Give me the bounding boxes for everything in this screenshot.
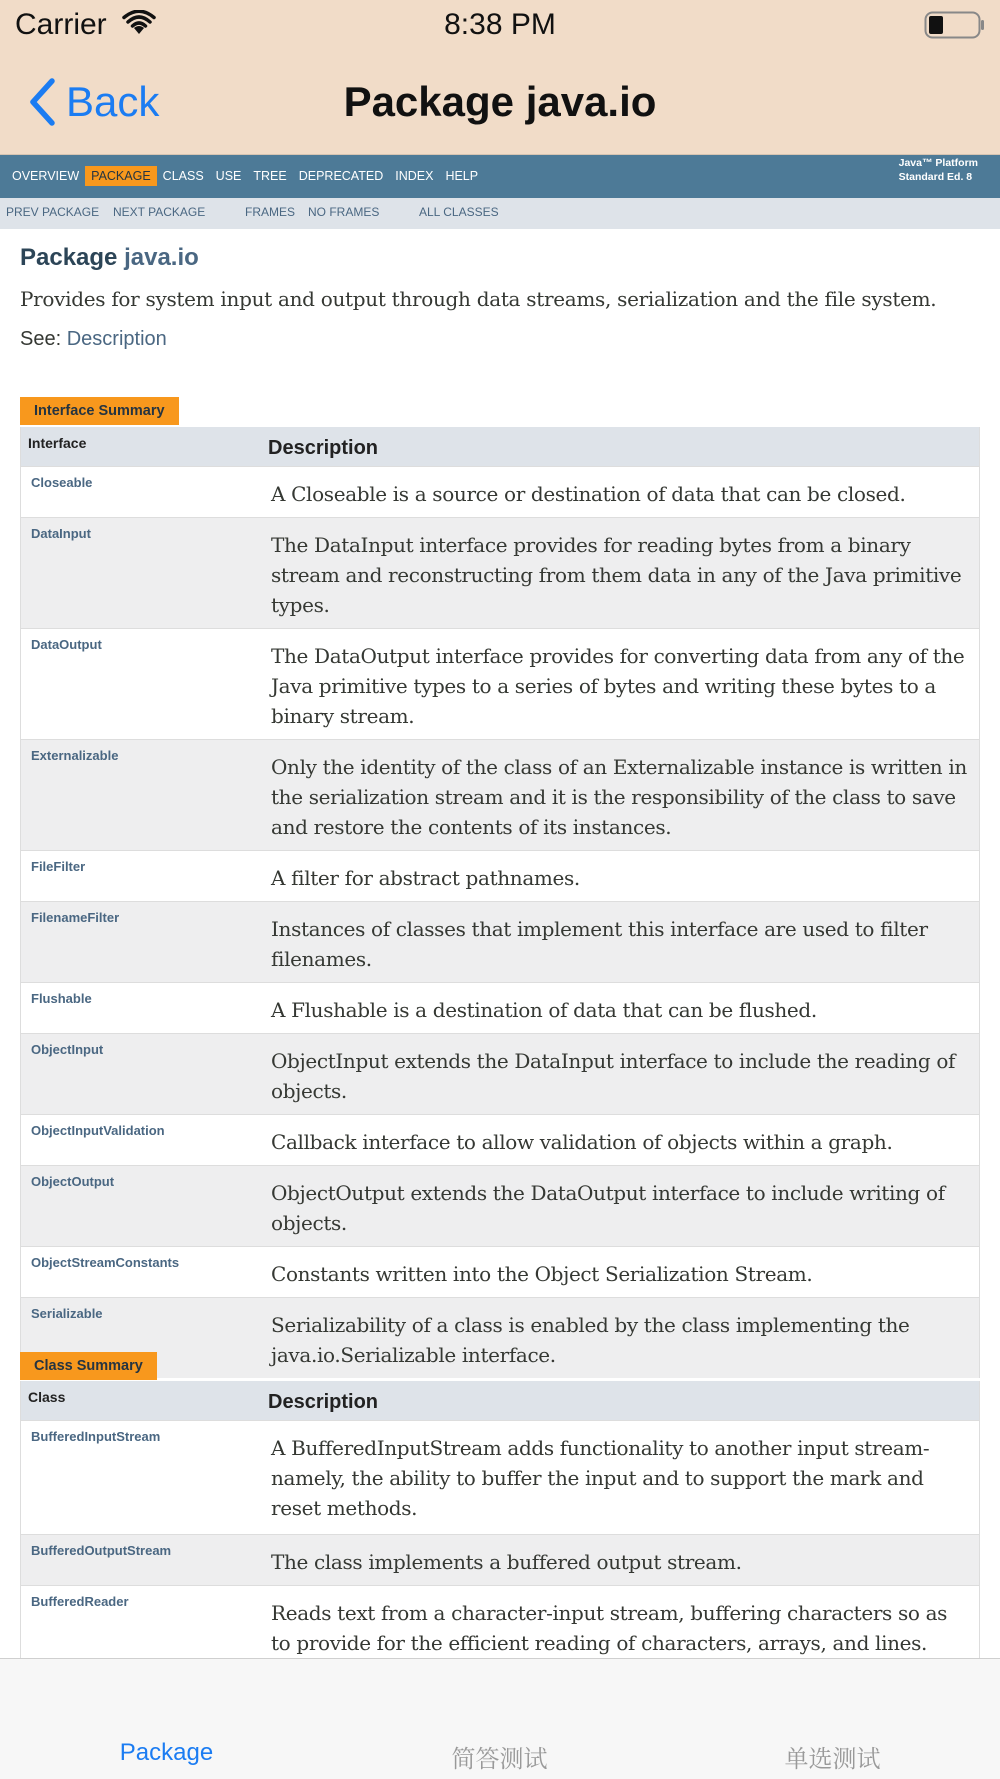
page-title: Package java.io — [343, 78, 657, 125]
tab-bar — [0, 1658, 1000, 1779]
interface-summary-table — [20, 427, 980, 1378]
type-description: A filter for abstract pathnames. — [271, 866, 580, 890]
interface-summary-caption: Interface Summary — [20, 397, 179, 425]
table-row — [21, 1420, 979, 1534]
status-bar — [0, 0, 1000, 50]
package-description: Provides for system input and output through data streams, serialization and the file system. — [20, 287, 937, 311]
type-description: ObjectOutput extends the DataOutput interface to include writing of objects. — [271, 1181, 945, 1235]
carrier-label: Carrier — [15, 8, 107, 41]
all-classes-link[interactable]: ALL CLASSES — [419, 205, 499, 219]
table-row — [21, 1033, 979, 1114]
type-name-link[interactable]: Closeable — [31, 475, 93, 490]
package-heading-prefix: Package — [20, 244, 118, 271]
type-name-link[interactable]: BufferedReader — [31, 1594, 129, 1609]
top-nav-index-link[interactable]: INDEX — [395, 169, 434, 183]
column-header-description: Description — [268, 1391, 379, 1413]
type-description: A BufferedInputStream adds functionality to another input stream-namely, the ability to buffer the input and to support the mark and reset methods. — [271, 1436, 930, 1520]
table-row — [21, 739, 979, 850]
top-nav-tree-link[interactable]: TREE — [253, 169, 287, 183]
no-frames-link[interactable]: NO FRAMES — [308, 205, 380, 219]
top-nav-deprecated-link[interactable]: DEPRECATED — [298, 169, 384, 183]
type-name-link[interactable]: BufferedInputStream — [31, 1429, 161, 1444]
platform-label — [899, 156, 978, 184]
type-name-link[interactable]: ObjectInput — [31, 1042, 104, 1057]
type-name-link[interactable]: Externalizable — [31, 748, 119, 763]
top-nav-use-link[interactable]: USE — [215, 169, 242, 183]
package-heading-name: java.io — [124, 244, 199, 271]
table-row — [21, 1585, 979, 1666]
navigation-bar — [0, 50, 1000, 155]
type-description: The class implements a buffered output stream. — [271, 1550, 742, 1574]
package-heading — [20, 244, 199, 272]
clock: 8:38 PM — [444, 8, 556, 41]
table-row — [21, 901, 979, 982]
type-description: Instances of classes that implement this interface are used to filter filenames. — [271, 917, 928, 971]
type-name-link[interactable]: ObjectInputValidation — [31, 1123, 165, 1138]
frames-link[interactable]: FRAMES — [245, 205, 296, 219]
type-description: A Flushable is a destination of data that can be flushed. — [271, 998, 817, 1022]
platform-line-1: Java™ Platform — [898, 157, 978, 169]
javadoc-sub-nav — [0, 198, 1000, 229]
type-name-link[interactable]: FilenameFilter — [31, 910, 120, 925]
table-row — [21, 982, 979, 1033]
table-row — [21, 850, 979, 901]
column-header-interface: Interface — [28, 435, 87, 451]
platform-line-2: Standard Ed. 8 — [898, 171, 973, 183]
see-label: See: — [20, 328, 62, 350]
prev-package-link[interactable]: PREV PACKAGE — [6, 205, 100, 219]
type-name-link[interactable]: Flushable — [31, 991, 92, 1006]
table-header — [21, 1381, 979, 1420]
type-description: Callback interface to allow validation of objects within a graph. — [271, 1130, 893, 1154]
type-description: Serializability of a class is enabled by the class implementing the java.io.Serializable interface. — [271, 1313, 910, 1367]
column-header-description: Description — [268, 437, 379, 459]
table-row — [21, 1297, 979, 1378]
table-row — [21, 1165, 979, 1246]
next-package-link[interactable]: NEXT PACKAGE — [113, 205, 206, 219]
top-nav-overview-link[interactable]: OVERVIEW — [12, 169, 80, 183]
type-name-link[interactable]: FileFilter — [31, 859, 86, 874]
type-name-link[interactable]: ObjectOutput — [31, 1174, 115, 1189]
type-name-link[interactable]: BufferedOutputStream — [31, 1543, 172, 1558]
type-description: Only the identity of the class of an Externalizable instance is written in the serialization stream and it is the responsibility of the class to save and restore the contents of its instances. — [271, 755, 967, 839]
class-summary-table — [20, 1381, 980, 1666]
see-line — [20, 328, 167, 351]
type-description: ObjectInput extends the DataInput interface to include the reading of objects. — [271, 1049, 956, 1103]
type-name-link[interactable]: DataOutput — [31, 637, 102, 652]
type-description: Reads text from a character-input stream, buffering characters so as to provide for the efficient reading of characters, arrays, and lines. — [271, 1601, 948, 1655]
table-row — [21, 628, 979, 739]
back-label: Back — [66, 78, 160, 125]
table-row — [21, 1534, 979, 1585]
top-nav-class-link[interactable]: CLASS — [162, 169, 204, 183]
type-name-link[interactable]: ObjectStreamConstants — [31, 1255, 180, 1270]
tab-single-choice-test[interactable]: 单选测试 — [784, 1746, 881, 1773]
tab-short-answer-test[interactable]: 简答测试 — [451, 1746, 548, 1773]
type-description: A Closeable is a source or destination of data that can be closed. — [271, 482, 906, 506]
table-row — [21, 466, 979, 517]
description-link[interactable]: Description — [66, 328, 167, 350]
type-description: Constants written into the Object Serialization Stream. — [271, 1262, 813, 1286]
top-nav-help-link[interactable]: HELP — [445, 169, 479, 183]
type-description: The DataInput interface provides for reading bytes from a binary stream and reconstructing from them data in any of the Java primitive types. — [271, 533, 962, 617]
table-row — [21, 517, 979, 628]
table-header — [21, 427, 979, 466]
type-name-link[interactable]: DataInput — [31, 526, 91, 541]
class-summary-caption: Class Summary — [20, 1352, 157, 1380]
table-row — [21, 1246, 979, 1297]
table-row — [21, 1114, 979, 1165]
column-header-class: Class — [28, 1389, 66, 1405]
tab-package[interactable]: Package — [119, 1739, 214, 1766]
top-nav-package-link[interactable]: PACKAGE — [85, 166, 157, 186]
type-name-link[interactable]: Serializable — [31, 1306, 103, 1321]
javadoc-top-nav — [0, 155, 1000, 198]
battery-icon — [924, 10, 986, 45]
top-nav-items — [6, 166, 484, 186]
type-description: The DataOutput interface provides for converting data from any of the Java primitive types to a series of bytes and writing these bytes to a binary stream. — [271, 644, 965, 728]
